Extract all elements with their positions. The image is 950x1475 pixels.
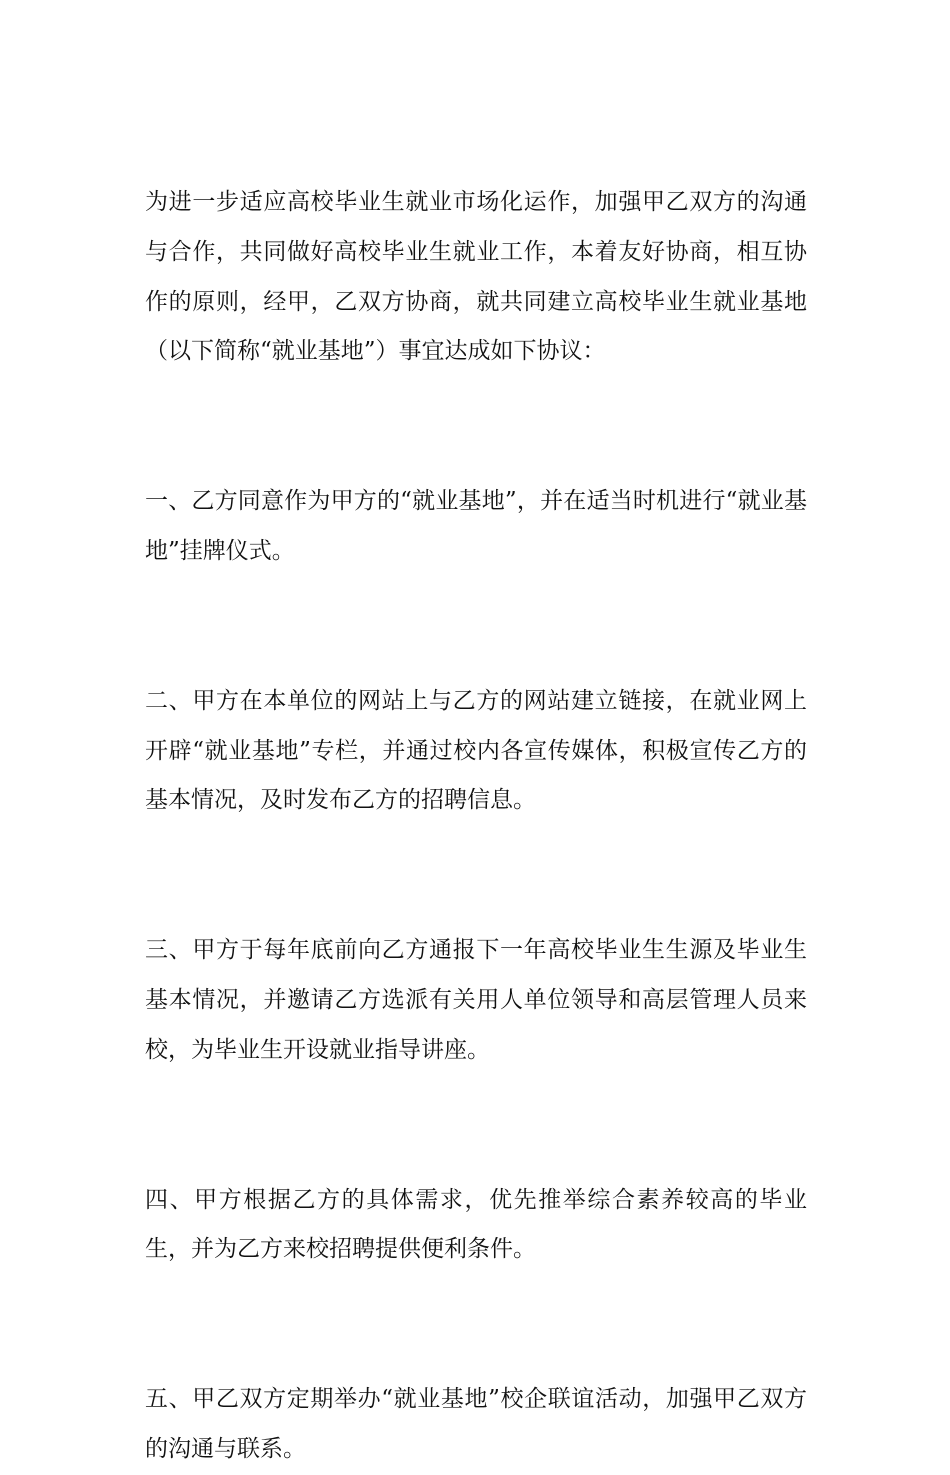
paragraph-clause-4: 四、甲方根据乙方的具体需求，优先推举综合素养较高的毕业生，并为乙方来校招聘提供便利条件。: [145, 1186, 807, 1263]
paragraph-clause-5: 五、甲乙双方定期举办“就业基地”校企联谊活动，加强甲乙双方的沟通与联系。: [145, 1386, 807, 1462]
document-body: [145, 178, 807, 1475]
paragraph-clause-3: 三、甲方于每年底前向乙方通报下一年高校毕业生生源及毕业生基本情况，并邀请乙方选派有关用人单位领导和高层管理人员来校，为毕业生开设就业指导讲座。: [145, 937, 807, 1063]
paragraph-clause-2: 二、甲方在本单位的网站上与乙方的网站建立链接，在就业网上开辟“就业基地”专栏，并通过校内各宣传媒体，积极宣传乙方的基本情况，及时发布乙方的招聘信息。: [145, 687, 807, 814]
paragraph-clause-1: 一、乙方同意作为甲方的“就业基地”，并在适当时机进行“就业基地”挂牌仪式。: [145, 488, 807, 564]
paragraph-intro: 为进一步适应高校毕业生就业市场化运作，加强甲乙双方的沟通与合作，共同做好高校毕业生就业工作，本着友好协商，相互协作的原则，经甲，乙双方协商，就共同建立高校毕业生就业基地（以下简称“就业基地”）事宜达成如下协议：: [145, 189, 807, 365]
